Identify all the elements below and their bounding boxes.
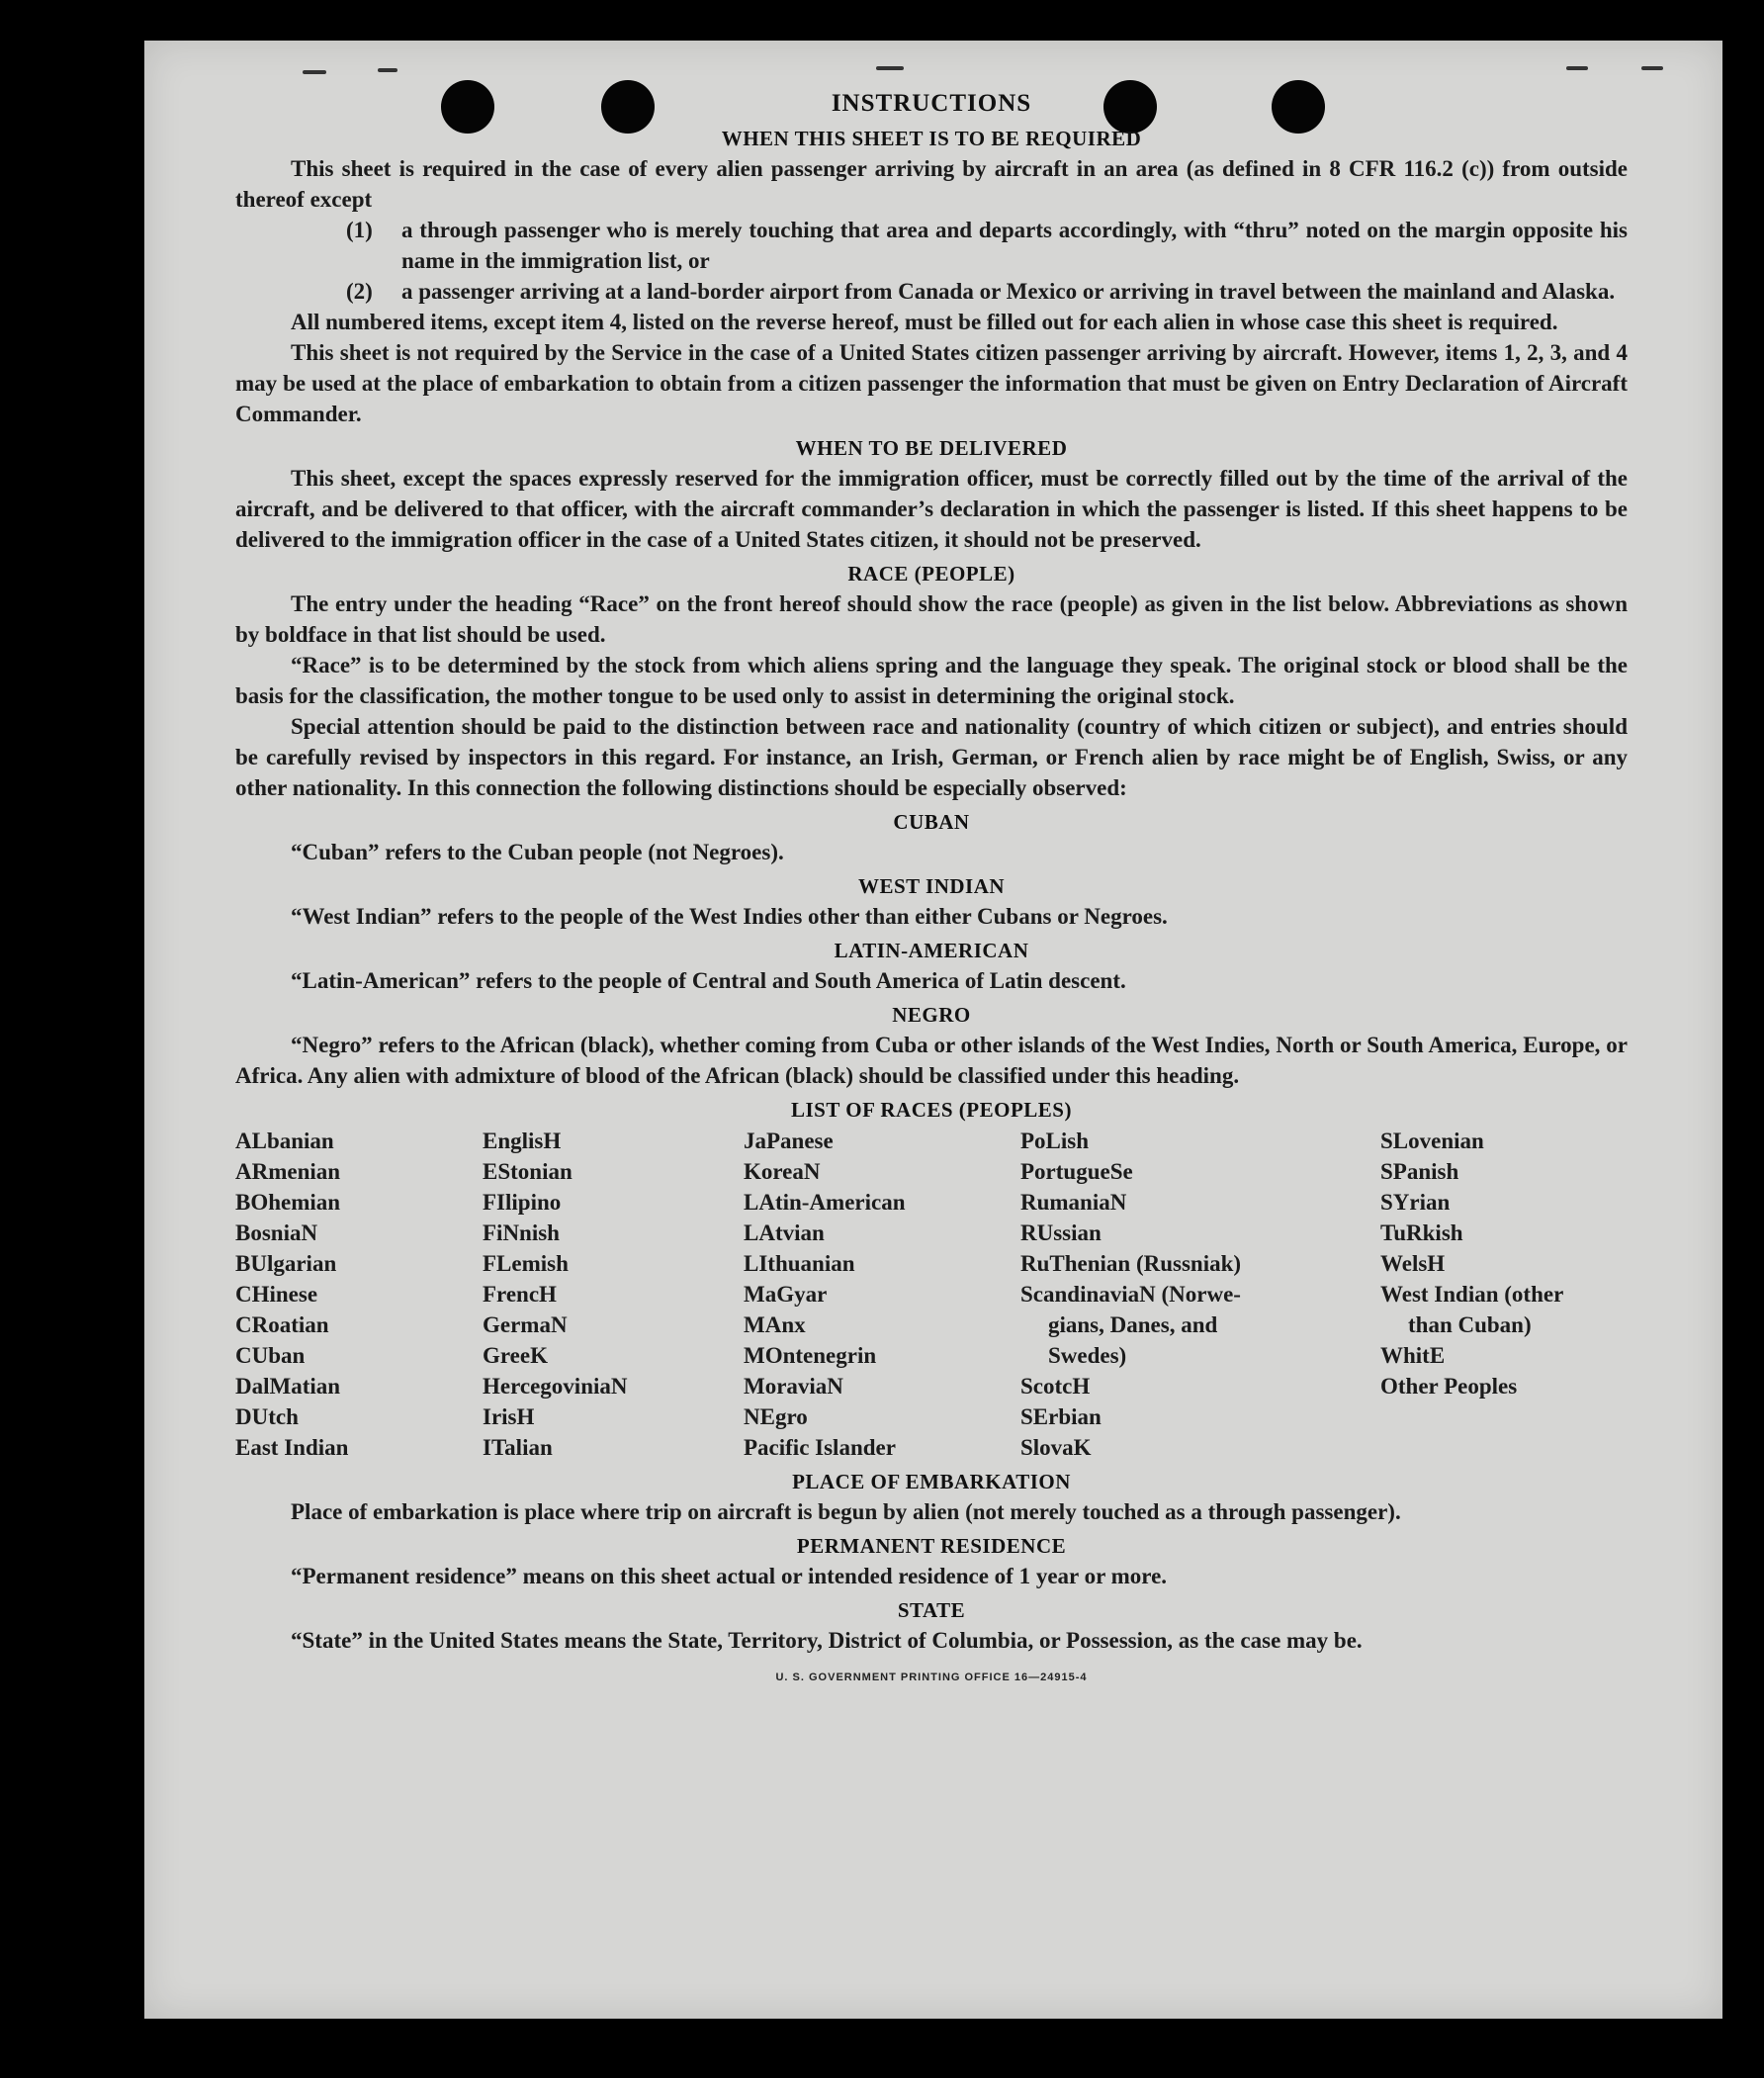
race-entry: RUssian	[1020, 1220, 1102, 1245]
race-entry: MAnx	[744, 1312, 806, 1337]
race-entry: BOhemian	[235, 1190, 341, 1215]
numbered-item	[346, 215, 1628, 276]
race-column	[744, 1126, 1020, 1463]
race-entry: LAtin-American	[744, 1190, 906, 1215]
race-entry: GermaN	[483, 1312, 568, 1337]
race-entry: ALbanian	[235, 1129, 334, 1153]
printing-office-footer: U. S. GOVERNMENT PRINTING OFFICE 16—24915-4	[775, 1671, 1088, 1683]
race-entry: FIlipino	[483, 1190, 562, 1215]
race-entry: HercegoviniaN	[483, 1374, 628, 1399]
paragraph: “Permanent residence” means on this sheet actual or intended residence of 1 year or more.	[291, 1564, 1168, 1588]
race-entry: ScotcH	[1020, 1374, 1091, 1399]
race-entry: ARmenian	[235, 1159, 341, 1184]
scan-mark	[1641, 66, 1663, 70]
race-entry: West Indian (other	[1380, 1282, 1564, 1307]
heading-embarkation: PLACE OF EMBARKATION	[792, 1470, 1071, 1493]
race-entry: LAtvian	[744, 1220, 825, 1245]
race-column	[235, 1126, 483, 1463]
paragraph: “West Indian” refers to the people of the West Indies other than either Cubans or Negroes.	[291, 904, 1168, 929]
race-entry: WelsH	[1380, 1251, 1446, 1276]
race-entry: PortugueSe	[1020, 1159, 1133, 1184]
race-entry: RuThenian (Russniak)	[1020, 1251, 1242, 1276]
race-entry: DalMatian	[235, 1374, 341, 1399]
document-content	[235, 88, 1628, 1683]
race-entry: TuRkish	[1380, 1220, 1463, 1245]
heading-latin-american: LATIN-AMERICAN	[834, 939, 1029, 962]
race-entry: SLovenian	[1380, 1129, 1484, 1153]
heading-negro: NEGRO	[892, 1003, 971, 1027]
race-entry: FiNnish	[483, 1220, 560, 1245]
paragraph: The entry under the heading “Race” on the front hereof should show the race (people) as given in the list below. Abbreviations as shown by boldface in that list should be used.	[235, 591, 1628, 647]
paragraph: All numbered items, except item 4, listed on the reverse hereof, must be filled out for each alien in whose case this sheet is required.	[291, 310, 1558, 334]
race-entry: ITalian	[483, 1435, 553, 1460]
race-entry: PoLish	[1020, 1129, 1090, 1153]
paragraph: “Cuban” refers to the Cuban people (not Negroes).	[291, 840, 784, 864]
race-entry: GreeK	[483, 1343, 548, 1368]
paragraph: “Negro” refers to the African (black), whether coming from Cuba or other islands of the West Indies, North or South America, Europe, or Africa. Any alien with admixture of blood of the African (black) should be classified under this heading.	[235, 1033, 1628, 1088]
scan-mark	[378, 68, 397, 72]
race-column	[483, 1126, 744, 1463]
paragraph: Special attention should be paid to the distinction between race and nationality (country of which citizen or subject), and entries should be carefully revised by inspectors in this regard. For instance, an Irish, German, or French alien by race might be of English, Swiss, or any other nationality. In this connection the following distinctions should be especially observed:	[235, 714, 1628, 800]
race-entry: Other Peoples	[1380, 1374, 1518, 1399]
race-entry: than Cuban)	[1408, 1312, 1532, 1337]
race-entry: LIthuanian	[744, 1251, 855, 1276]
race-column	[1380, 1126, 1628, 1463]
heading-list-of-races: LIST OF RACES (PEOPLES)	[791, 1098, 1072, 1122]
race-list	[235, 1126, 1628, 1463]
race-entry: RumaniaN	[1020, 1190, 1127, 1215]
item-number: (2)	[346, 279, 373, 304]
race-entry: WhitE	[1380, 1343, 1446, 1368]
race-entry: FrencH	[483, 1282, 557, 1307]
heading-state: STATE	[897, 1598, 966, 1622]
race-entry: FLemish	[483, 1251, 569, 1276]
race-column	[1020, 1126, 1380, 1463]
heading-west-indian: WEST INDIAN	[857, 874, 1006, 898]
race-entry: MaGyar	[744, 1282, 828, 1307]
numbered-item	[346, 276, 1628, 307]
heading-residence: PERMANENT RESIDENCE	[796, 1534, 1067, 1558]
race-entry: SErbian	[1020, 1404, 1102, 1429]
heading-delivered: WHEN TO BE DELIVERED	[795, 436, 1068, 460]
race-entry: ScandinaviaN (Norwe-	[1020, 1282, 1241, 1307]
paragraph: “Race” is to be determined by the stock from which aliens spring and the language they speak. The original stock or blood shall be the basis for the classification, the mother tongue to be used only to assist in determining the original stock.	[235, 653, 1628, 708]
paragraph: This sheet, except the spaces expressly reserved for the immigration officer, must be correctly filled out by the time of the arrival of the aircraft, and be delivered to that officer, with the aircraft commander’s declaration in which the passenger is listed. If this sheet happens to be delivered to the immigration officer in the case of a United States citizen, it should not be preserved.	[235, 466, 1628, 552]
race-entry: CHinese	[235, 1282, 318, 1307]
scan-mark	[303, 70, 326, 74]
scan-mark	[876, 66, 904, 70]
scan-mark	[1566, 66, 1588, 70]
race-entry: NEgro	[744, 1404, 808, 1429]
item-text: a through passenger who is merely touching that area and departs accordingly, with “thru” noted on the margin opposite his name in the immigration list, or	[401, 218, 1628, 273]
document-sheet	[144, 41, 1722, 2019]
race-entry: SYrian	[1380, 1190, 1451, 1215]
item-number: (1)	[346, 218, 373, 242]
race-entry: CUban	[235, 1343, 306, 1368]
paragraph: “Latin-American” refers to the people of Central and South America of Latin descent.	[291, 968, 1126, 993]
race-entry: Swedes)	[1048, 1343, 1127, 1368]
race-entry: Pacific Islander	[744, 1435, 896, 1460]
race-entry: EStonian	[483, 1159, 573, 1184]
race-entry: East Indian	[235, 1435, 349, 1460]
race-entry: MoraviaN	[744, 1374, 843, 1399]
page-title: INSTRUCTIONS	[831, 90, 1032, 117]
race-entry: KoreaN	[744, 1159, 821, 1184]
race-entry: EnglisH	[483, 1129, 562, 1153]
heading-race: RACE (PEOPLE)	[847, 562, 1015, 586]
race-entry: MOntenegrin	[744, 1343, 877, 1368]
paragraph: Place of embarkation is place where trip on aircraft is begun by alien (not merely touched as a through passenger).	[291, 1499, 1401, 1524]
race-entry: SlovaK	[1020, 1435, 1092, 1460]
heading-cuban: CUBAN	[893, 810, 970, 834]
heading-required: WHEN THIS SHEET IS TO BE REQUIRED	[721, 127, 1142, 150]
race-entry: BosniaN	[235, 1220, 318, 1245]
item-text: a passenger arriving at a land-border airport from Canada or Mexico or arriving in travel between the mainland and Alaska.	[401, 279, 1616, 304]
race-entry: BUlgarian	[235, 1251, 337, 1276]
race-entry: CRoatian	[235, 1312, 329, 1337]
race-entry: SPanish	[1380, 1159, 1459, 1184]
paragraph: This sheet is not required by the Service in the case of a United States citizen passenger arriving by aircraft. However, items 1, 2, 3, and 4 may be used at the place of embarkation to obtain from a citizen passenger the information that must be given on Entry Declaration of Aircraft Commander.	[235, 340, 1628, 426]
race-entry: JaPanese	[744, 1129, 834, 1153]
race-entry: gians, Danes, and	[1048, 1312, 1218, 1337]
race-entry: IrisH	[483, 1404, 535, 1429]
paragraph: This sheet is required in the case of every alien passenger arriving by aircraft in an area (as defined in 8 CFR 116.2 (c)) from outside thereof except	[235, 156, 1628, 212]
paragraph: “State” in the United States means the State, Territory, District of Columbia, or Possession, as the case may be.	[291, 1628, 1363, 1653]
race-entry: DUtch	[235, 1404, 299, 1429]
